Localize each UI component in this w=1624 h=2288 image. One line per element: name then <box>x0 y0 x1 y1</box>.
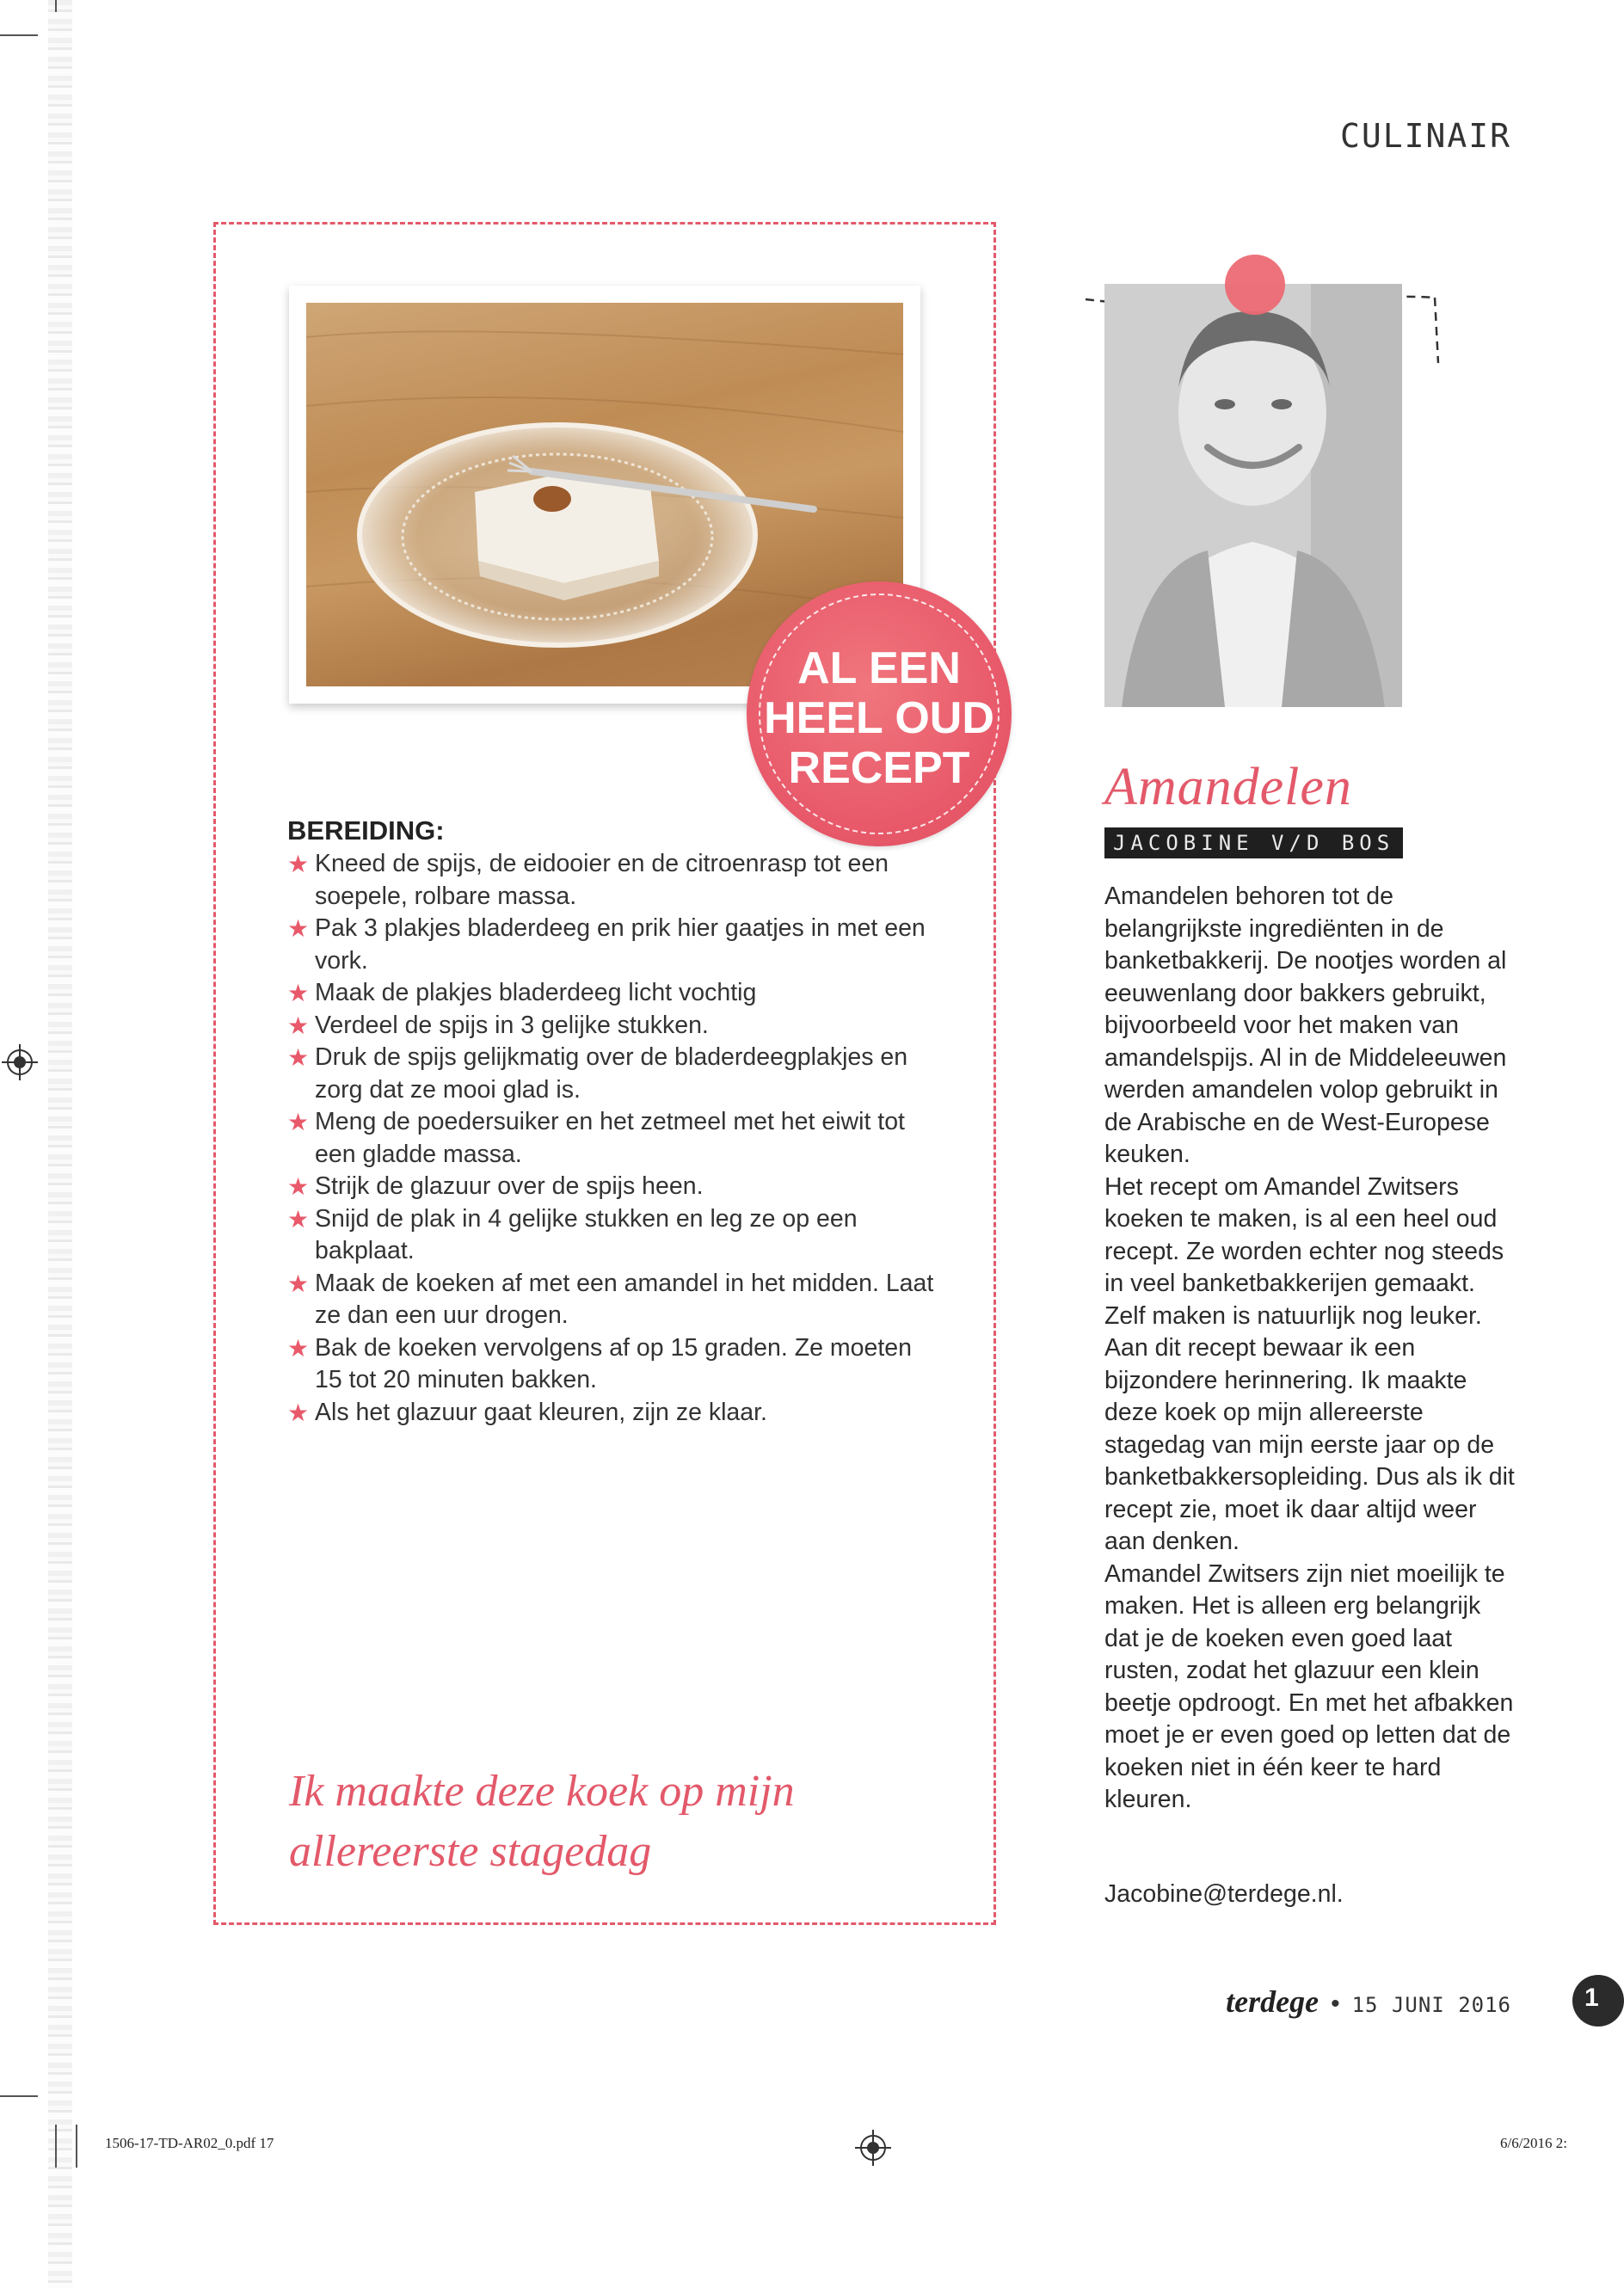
star-icon: ★ <box>287 1399 310 1426</box>
star-icon: ★ <box>287 1109 310 1135</box>
recipe-step: ★ Druk de spijs gelijkmatig over de bladerdeegplakjes en zorg dat ze mooi glad is. <box>287 1043 908 1104</box>
paragraph: Amandel Zwitsers zijn niet moeilijk te maken. Het is alleen erg belangrijk dat je de koeken even goed laat rusten, zodat het glazuur een klein beetje opdroogt. En met het afbakken moet je er even goed op letten dat de koeken niet in één keer te hard kleuren. <box>1104 1559 1514 1813</box>
separator: • <box>1331 1990 1340 2018</box>
crop-mark <box>0 34 38 36</box>
star-icon: ★ <box>287 1012 310 1039</box>
star-icon: ★ <box>287 980 310 1006</box>
recipe-step: ★ Meng de poedersuiker en het zetmeel met het eiwit tot een gladde massa. <box>287 1108 905 1168</box>
paragraph: Het recept om Amandel Zwitsers koeken te maken, is al een heel oud recept. Ze worden echter nog steeds in veel banketbakkerijen gemaakt. <box>1104 1172 1504 1297</box>
star-icon: ★ <box>287 1334 310 1362</box>
crop-mark <box>55 2125 57 2168</box>
star-icon: ★ <box>287 1044 310 1071</box>
issue-date: 15 JUNI 2016 <box>1351 1993 1511 2017</box>
recipe-step: ★ Pak 3 plakjes bladerdeeg en prik hier gaatjes in met een vork. <box>287 914 926 975</box>
paragraph: Amandelen behoren tot de belangrijkste ingrediënten in de banketbakkerij. De nootjes worden al eeuwenlang door bakkers gebruikt, bijvoorbeeld voor het maken van amandelspijs. Al in de Middeleeuwen werden amandelen volop gebruikt in de Arabische en de West-Europese keuken. <box>1104 883 1507 1168</box>
recipe-step: ★ Maak de koeken af met een amandel in het midden. Laat ze dan een uur drogen. <box>287 1269 934 1329</box>
registration-mark <box>7 1049 33 1075</box>
star-icon: ★ <box>287 1270 310 1297</box>
star-icon: ★ <box>287 1173 310 1200</box>
star-icon: ★ <box>287 1205 310 1233</box>
recipe-heading: BEREIDING: <box>287 815 445 846</box>
pin-dot <box>1225 255 1285 315</box>
recipe-step: ★ Als het glazuur gaat kleuren, zijn ze klaar. <box>287 1397 941 1430</box>
recipe-step: ★ Strijk de glazuur over de spijs heen. <box>287 1171 941 1203</box>
page-footer <box>1226 1984 1511 2020</box>
recipe-step: ★ Maak de plakjes bladerdeeg licht vochtig <box>287 977 941 1010</box>
portrait-illustration <box>1104 284 1402 707</box>
section-label: CULINAIR <box>1339 117 1511 155</box>
paragraph: Zelf maken is natuurlijk nog leuker. Aan dit recept bewaar ik een bijzondere herinnering. Ik maakte deze koek op mijn allereerste stagedag van mijn eerste jaar op de banketbakkersopleiding. Dus als ik dit recept zie, moet ik daar altijd weer aan denken. <box>1104 1301 1515 1555</box>
page-number-badge <box>1572 1975 1624 2027</box>
star-icon: ★ <box>287 851 310 877</box>
print-slug: 1506-17-TD-AR02_0.pdf 17 <box>105 2135 274 2151</box>
crop-mark <box>55 0 57 12</box>
stamp-text: AL EEN HEEL OUD RECEPT <box>764 643 994 793</box>
registration-mark <box>860 2135 886 2161</box>
article-body <box>1104 881 1517 1817</box>
article-title: Amandelen <box>1104 758 1352 816</box>
author-email: Jacobine@terdege.nl. <box>1104 1880 1344 1908</box>
page-number: 1 <box>1584 1984 1599 2012</box>
recipe-step: ★ Kneed de spijs, de eidooier en de citroenrasp tot een soepele, rolbare massa. <box>287 850 889 910</box>
recipe-step: ★ Bak de koeken vervolgens af op 15 graden. Ze moeten 15 tot 20 minuten bakken. <box>287 1333 912 1393</box>
recipe-step: ★ Verdeel de spijs in 3 gelijke stukken. <box>287 1010 941 1043</box>
magazine-brand: terdege <box>1226 1984 1320 2019</box>
print-slug-date: 6/6/2016 2: <box>1500 2135 1567 2151</box>
author-portrait <box>1104 284 1402 707</box>
stamp-badge <box>747 581 1012 846</box>
recipe-steps-list <box>287 848 941 1429</box>
recipe-step: ★ Snijd de plak in 4 gelijke stukken en leg ze op een bakplaat. <box>287 1204 858 1264</box>
crop-mark <box>76 2125 77 2168</box>
star-icon: ★ <box>287 915 310 942</box>
bleed-strip <box>48 0 72 2288</box>
crop-mark <box>0 2095 38 2097</box>
pull-quote: Ik maakte deze koek op mijn allereerste stagedag <box>289 1767 795 1876</box>
author-byline: JACOBINE V/D BOS <box>1104 827 1403 858</box>
